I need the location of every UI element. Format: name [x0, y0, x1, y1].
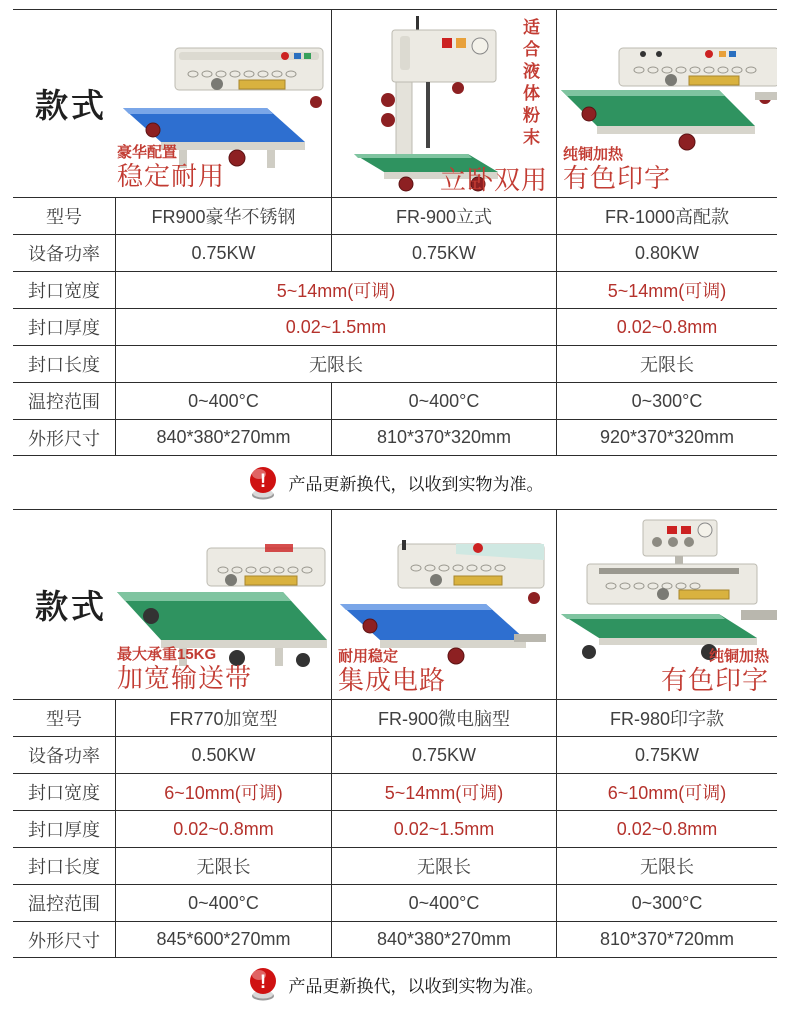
badge-big-text: 立卧双用 — [439, 164, 548, 195]
temp-range-value: 0~400°C — [331, 885, 556, 921]
spec-table-bottom — [13, 509, 777, 958]
style-cell-fr900 — [13, 10, 331, 197]
temp-range-value: 0~400°C — [115, 383, 331, 419]
spec-row-temp-range — [13, 884, 777, 921]
style-cell-fr770 — [13, 510, 331, 699]
spec-row-dimensions — [13, 419, 777, 456]
spec-row-power — [13, 736, 777, 773]
style-cell-fr900-micro — [331, 510, 556, 699]
temp-range-value: 0~300°C — [556, 885, 777, 921]
seal-length-merged-value: 无限长 — [115, 346, 556, 382]
badge-small-text: 纯铜加热 — [708, 648, 769, 666]
style-cell-fr980 — [556, 510, 777, 699]
svg-text:!: ! — [259, 470, 266, 492]
dimensions-value: 920*370*320mm — [556, 420, 777, 455]
spec-row-seal-width — [13, 271, 777, 308]
product-badge — [563, 147, 671, 193]
badge-big-text: 有色印字 — [563, 162, 672, 193]
spec-table-top — [13, 9, 777, 456]
row-label-model: 型号 — [46, 207, 82, 227]
seal-length-value: 无限长 — [556, 848, 777, 884]
product-image-sealer-with-control-box-icon — [559, 518, 777, 668]
style-row-top — [13, 9, 777, 197]
power-value: 0.75KW — [331, 235, 556, 271]
model-value: FR-900立式 — [331, 198, 556, 234]
spec-row-seal-width — [13, 773, 777, 810]
row-label-dimensions: 外形尺寸 — [28, 428, 100, 449]
style-row-label: 款式 — [35, 87, 107, 124]
product-badge — [117, 145, 225, 191]
dimensions-value: 845*600*270mm — [115, 922, 331, 957]
seal-width-value: 6~10mm(可调) — [556, 774, 777, 810]
row-label-seal-thickness: 封口厚度 — [28, 318, 100, 338]
row-label-temp-range: 温控范围 — [28, 894, 100, 914]
style-row-label: 款式 — [35, 588, 107, 625]
seal-length-value: 无限长 — [556, 346, 777, 382]
badge-big-text: 有色印字 — [660, 664, 769, 695]
dimensions-value: 810*370*720mm — [556, 922, 777, 957]
product-badge — [661, 649, 769, 695]
model-value: FR-980印字款 — [556, 700, 777, 736]
seal-thickness-value: 0.02~1.5mm — [331, 811, 556, 847]
badge-small-text: 最大承重15KG — [117, 646, 217, 664]
seal-thickness-value: 0.02~0.8mm — [556, 309, 777, 345]
power-value: 0.50KW — [115, 737, 331, 773]
style-row-bottom — [13, 509, 777, 699]
spec-row-temp-range — [13, 382, 777, 419]
spec-row-model — [13, 197, 777, 234]
spec-row-model — [13, 699, 777, 736]
badge-big-text: 集成电路 — [338, 664, 447, 695]
spec-row-seal-thickness — [13, 810, 777, 847]
style-cell-fr1000 — [556, 10, 777, 197]
row-label-seal-width: 封口宽度 — [28, 281, 100, 301]
red-exclamation-button-icon — [247, 967, 279, 1001]
model-value: FR-900微电脑型 — [331, 700, 556, 736]
product-badge — [338, 649, 446, 695]
red-exclamation-button-icon — [247, 466, 279, 500]
dimensions-value: 810*370*320mm — [331, 420, 556, 455]
update-notice — [0, 958, 790, 1010]
badge-small-text: 豪华配置 — [117, 144, 178, 162]
power-value: 0.75KW — [115, 235, 331, 271]
model-value: FR-1000高配款 — [556, 198, 777, 234]
seal-length-value: 无限长 — [115, 848, 331, 884]
power-value: 0.75KW — [331, 737, 556, 773]
row-label-power: 设备功率 — [28, 244, 100, 264]
power-value: 0.80KW — [556, 235, 777, 271]
badge-vertical-text: 适合液体粉末 — [520, 18, 539, 150]
seal-width-value: 5~14mm(可调) — [556, 272, 777, 308]
seal-thickness-value: 0.02~0.8mm — [115, 811, 331, 847]
update-notice — [0, 456, 790, 509]
seal-thickness-merged-value: 0.02~1.5mm — [115, 309, 556, 345]
spec-row-dimensions — [13, 921, 777, 958]
temp-range-value: 0~400°C — [115, 885, 331, 921]
spec-row-seal-length — [13, 345, 777, 382]
seal-width-merged-value: 5~14mm(可调) — [115, 272, 556, 308]
spec-row-power — [13, 234, 777, 271]
product-badge — [117, 647, 252, 693]
style-cell-fr900-vertical — [331, 10, 556, 197]
badge-small-text: 耐用稳定 — [338, 648, 399, 666]
temp-range-value: 0~400°C — [331, 383, 556, 419]
spec-row-seal-thickness — [13, 308, 777, 345]
notice-text: 产品更新换代，以收到实物为准。 — [288, 976, 544, 996]
row-label-seal-length: 封口长度 — [28, 857, 100, 877]
product-badge — [440, 166, 548, 195]
row-label-seal-length: 封口长度 — [28, 355, 100, 375]
temp-range-value: 0~300°C — [556, 383, 777, 419]
badge-big-text: 加宽输送带 — [117, 662, 253, 693]
model-value: FR770加宽型 — [115, 700, 331, 736]
notice-text: 产品更新换代，以收到实物为准。 — [288, 475, 544, 494]
badge-small-text: 纯铜加热 — [563, 146, 624, 164]
row-label-dimensions: 外形尺寸 — [28, 930, 100, 951]
seal-thickness-value: 0.02~0.8mm — [556, 811, 777, 847]
row-label-seal-width: 封口宽度 — [28, 783, 100, 803]
dimensions-value: 840*380*270mm — [331, 922, 556, 957]
seal-width-value: 5~14mm(可调) — [331, 774, 556, 810]
seal-length-value: 无限长 — [331, 848, 556, 884]
row-label-power: 设备功率 — [28, 746, 100, 766]
spec-row-seal-length — [13, 847, 777, 884]
row-label-seal-thickness: 封口厚度 — [28, 820, 100, 840]
row-label-model: 型号 — [46, 709, 82, 729]
dimensions-value: 840*380*270mm — [115, 420, 331, 455]
product-image-horizontal-sealer-green-icon — [559, 42, 777, 162]
seal-width-value: 6~10mm(可调) — [115, 774, 331, 810]
power-value: 0.75KW — [556, 737, 777, 773]
svg-text:!: ! — [259, 972, 266, 993]
model-value: FR900豪华不锈钢 — [115, 198, 331, 234]
row-label-temp-range: 温控范围 — [28, 392, 100, 412]
badge-big-text: 稳定耐用 — [117, 160, 226, 191]
